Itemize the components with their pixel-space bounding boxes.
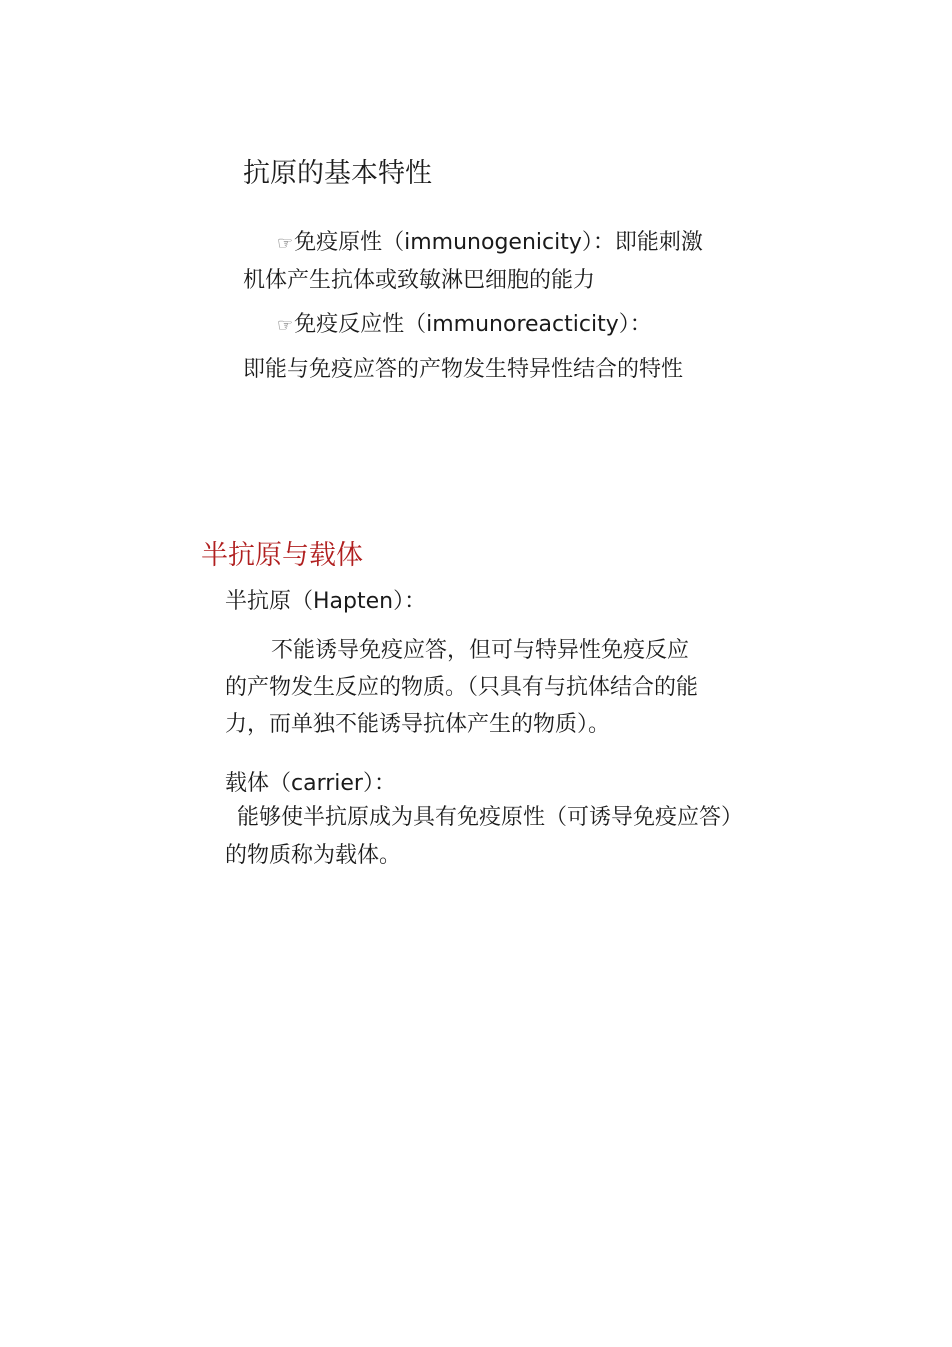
immunoreactivity-text: 免疫反应性（immunoreacticity）： xyxy=(294,312,652,337)
hapten-definition-line-1: 不能诱导免疫应答，但可与特异性免疫反应 xyxy=(271,638,690,663)
pointing-hand-icon: ☞ xyxy=(277,233,294,254)
hapten-definition-line-3: 力，而单独不能诱导抗体产生的物质）。 xyxy=(225,712,611,737)
carrier-definition-line-1: 能够使半抗原成为具有免疫原性（可诱导免疫应答） xyxy=(237,805,744,830)
section-title-antigen-properties: 抗原的基本特性 xyxy=(243,158,432,189)
immunogenicity-line-2: 机体产生抗体或致敏淋巴细胞的能力 xyxy=(243,268,596,293)
immunoreactivity-line-2: 即能与免疫应答的产物发生特异性结合的特性 xyxy=(243,357,684,382)
pointing-hand-icon: ☞ xyxy=(277,315,294,336)
carrier-label: 载体（carrier）： xyxy=(225,771,396,796)
immunoreactivity-line-1 xyxy=(277,310,652,341)
hapten-definition-line-2: 的产物发生反应的物质。（只具有与抗体结合的能 xyxy=(225,675,699,700)
hapten-label: 半抗原（Hapten）： xyxy=(225,589,427,614)
immunogenicity-text: 免疫原性（immunogenicity）：即能刺激 xyxy=(294,230,703,255)
carrier-definition-line-2: 的物质称为载体。 xyxy=(225,843,402,868)
section-title-hapten-carrier: 半抗原与载体 xyxy=(201,540,363,571)
immunogenicity-line-1 xyxy=(277,228,703,259)
